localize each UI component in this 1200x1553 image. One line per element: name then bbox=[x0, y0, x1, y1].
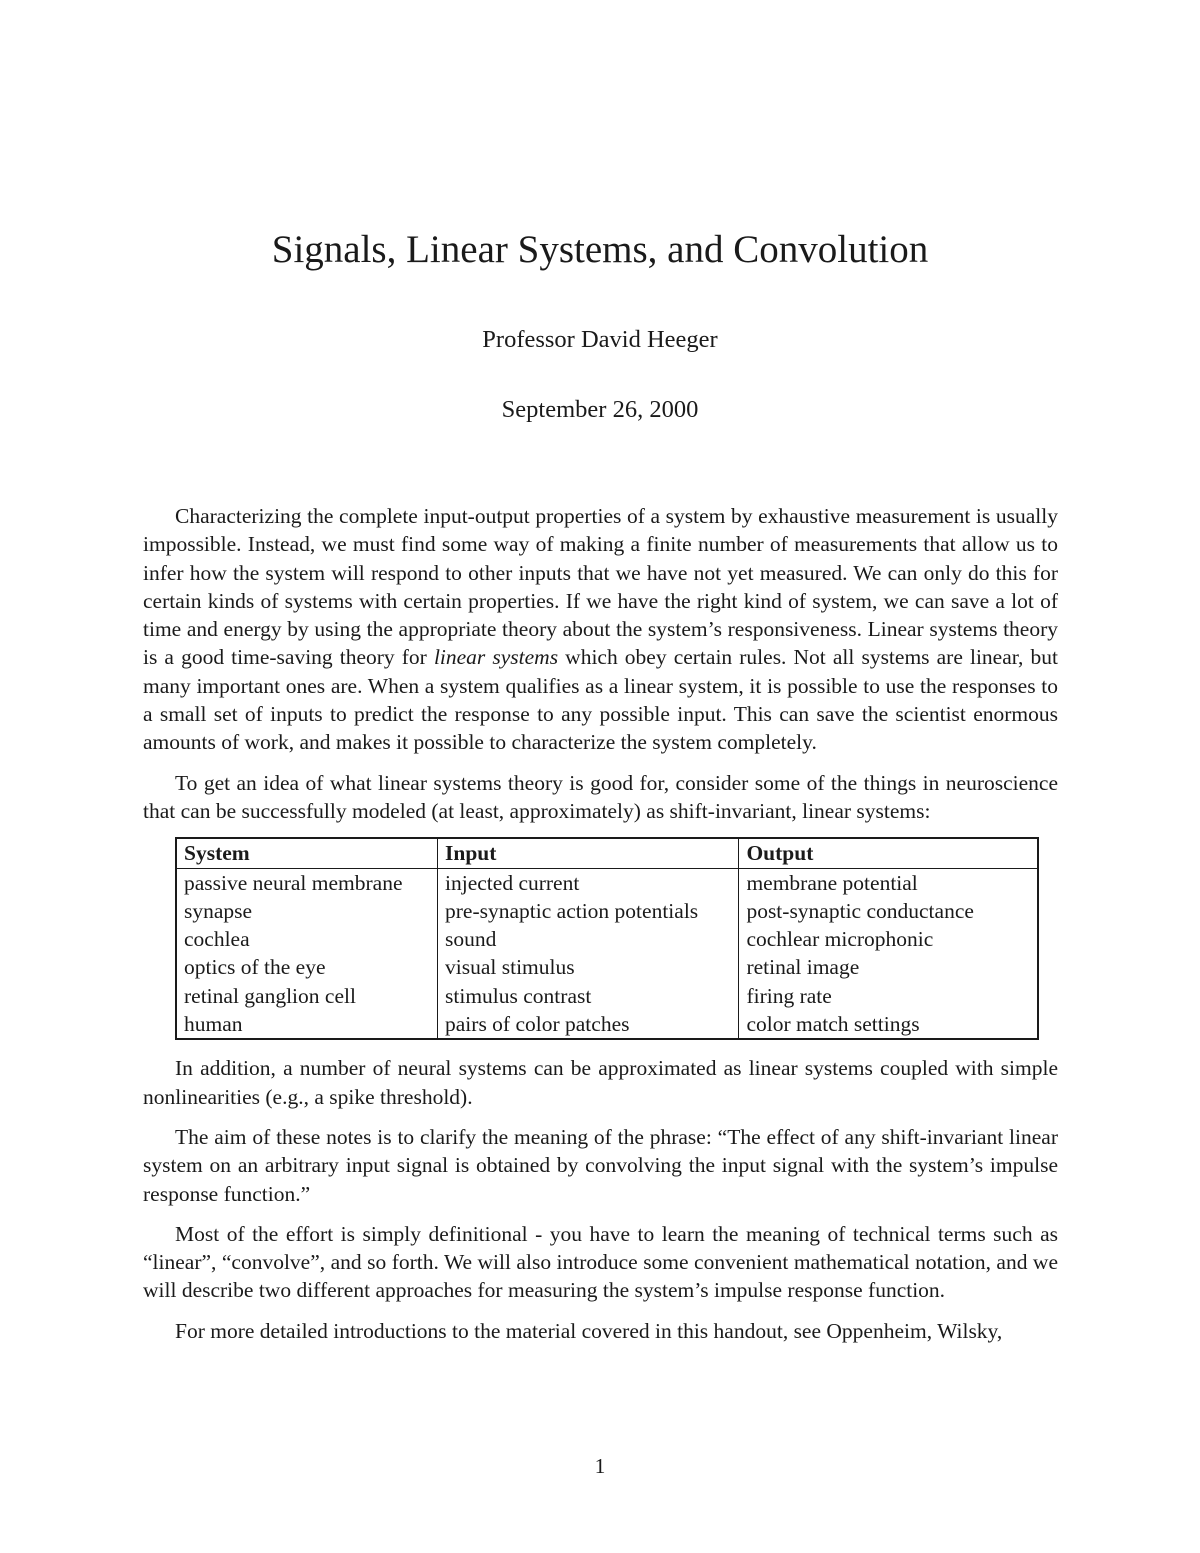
table-cell-output: post-synaptic conductance bbox=[739, 897, 1038, 925]
date: September 26, 2000 bbox=[501, 396, 699, 423]
table-row bbox=[176, 1010, 1038, 1039]
systems-table bbox=[175, 837, 1039, 1040]
table-cell-system: human bbox=[176, 1010, 438, 1039]
paragraph-aim: The aim of these notes is to clarify the meaning of the phrase: “The effect of any shift-invariant linear system on an arbitrary input signal is obtained by convolving the input signal with the system’s impulse response function.” bbox=[143, 1124, 1058, 1206]
emphasis-linear-systems: linear systems bbox=[433, 645, 559, 670]
paper-title: Signals, Linear Systems, and Convolution bbox=[271, 228, 929, 271]
table-row bbox=[176, 868, 1038, 897]
paragraph-intro bbox=[143, 502, 1058, 757]
table-cell-output: membrane potential bbox=[739, 868, 1038, 897]
table-cell-input: injected current bbox=[438, 868, 739, 897]
table-row bbox=[176, 897, 1038, 925]
table-cell-input: pairs of color patches bbox=[438, 1010, 739, 1039]
table-cell-output: color match settings bbox=[739, 1010, 1038, 1039]
table-cell-input: visual stimulus bbox=[438, 953, 739, 981]
table-row bbox=[176, 953, 1038, 981]
table-cell-system: cochlea bbox=[176, 925, 438, 953]
author: Professor David Heeger bbox=[482, 326, 718, 353]
table-cell-system: optics of the eye bbox=[176, 953, 438, 981]
body-text bbox=[143, 502, 1058, 1357]
table-cell-input: sound bbox=[438, 925, 739, 953]
paragraph-references: For more detailed introductions to the material covered in this handout, see Oppenheim, Wilsky, bbox=[175, 1318, 1003, 1343]
table-header-input: Input bbox=[438, 838, 739, 868]
table-header-output: Output bbox=[739, 838, 1038, 868]
table-cell-output: firing rate bbox=[739, 982, 1038, 1010]
table-row bbox=[176, 925, 1038, 953]
table-cell-output: cochlear microphonic bbox=[739, 925, 1038, 953]
paragraph-definitional: Most of the effort is simply definitional - you have to learn the meaning of technical terms such as “linear”, “convolve”, and so forth. We will also introduce some convenient mathematical notation, and we will describe two different approaches for measuring the system’s impulse response function. bbox=[143, 1221, 1058, 1303]
table-cell-system: passive neural membrane bbox=[176, 868, 438, 897]
paragraph-intro-part2: which obey certain rules. Not all systems are linear, but many important ones are. When a system qualifies as a linear system, it is possible to use the responses to a small set of inputs to predict the response to any possible input. This can save the scientist enormous amounts of work, and makes it possible to characterize the system completely. bbox=[143, 645, 1058, 755]
paragraph-neuroscience: To get an idea of what linear systems theory is good for, consider some of the things in neuroscience that can be successfully modeled (at least, approximately) as shift-invariant, linear systems: bbox=[143, 770, 1058, 823]
table-cell-output: retinal image bbox=[739, 953, 1038, 981]
table-row bbox=[176, 982, 1038, 1010]
paragraph-nonlinearities: In addition, a number of neural systems can be approximated as linear systems coupled with simple nonlinearities (e.g., a spike threshold). bbox=[143, 1056, 1058, 1109]
table-cell-input: stimulus contrast bbox=[438, 982, 739, 1010]
table-cell-input: pre-synaptic action potentials bbox=[438, 897, 739, 925]
table-cell-system: synapse bbox=[176, 897, 438, 925]
table-cell-system: retinal ganglion cell bbox=[176, 982, 438, 1010]
page-number: 1 bbox=[594, 1454, 606, 1478]
paragraph-intro-part1: Characterizing the complete input-output properties of a system by exhaustive measurement is usually impossible. Instead, we must find some way of making a finite number of measurements that allow us to infer how the system will respond to other inputs that we have not yet measured. We can only do this for certain kinds of systems with certain properties. If we have the right kind of system, we can save a lot of time and energy by using the appropriate theory about the system’s responsiveness. Linear systems theory is a good time-saving theory for bbox=[143, 504, 1058, 670]
table-header-row bbox=[176, 838, 1038, 868]
table-header-system: System bbox=[176, 838, 438, 868]
